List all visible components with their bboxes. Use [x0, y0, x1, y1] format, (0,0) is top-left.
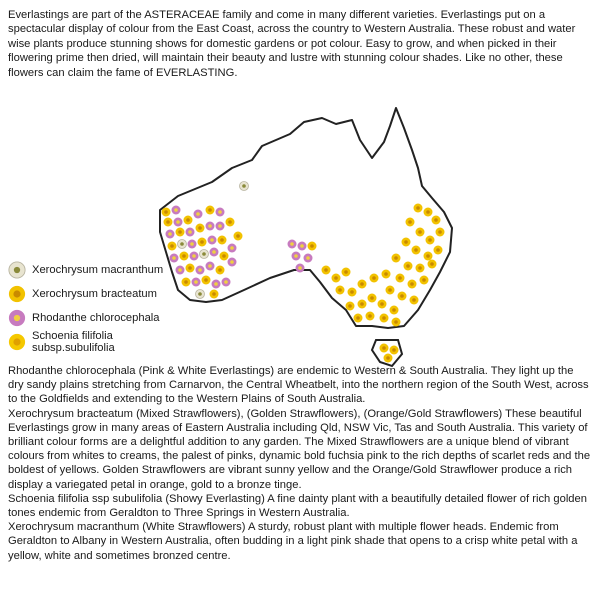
yellow-flower-marker — [336, 286, 345, 295]
yellow-flower-marker — [378, 300, 387, 309]
yellow-flower-marker — [428, 260, 437, 269]
pink-flower-marker — [172, 206, 181, 215]
yellow-flower-marker — [368, 294, 377, 303]
legend-label: Xerochrysum macranthum — [32, 264, 164, 276]
yellow-flower-marker — [348, 288, 357, 297]
pink-flower-marker — [194, 210, 203, 219]
yellow-flower-marker — [390, 346, 399, 355]
pink-flower-marker — [174, 218, 183, 227]
white-flower-icon — [8, 261, 26, 279]
pink-flower-marker — [216, 222, 225, 231]
pink-flower-marker — [298, 242, 307, 251]
species-descriptions — [8, 364, 592, 563]
pink-flower-marker — [304, 254, 313, 263]
yellow-flower-marker — [164, 218, 173, 227]
pink-flower-icon — [8, 309, 26, 327]
legend-item-rhodanthe-chlorocephala — [8, 306, 198, 330]
yellow-flower-marker — [404, 262, 413, 271]
yellow-flower-marker — [202, 276, 211, 285]
yellow-flower-marker — [346, 302, 355, 311]
yellow-flower-marker — [218, 236, 227, 245]
pink-flower-marker — [212, 280, 221, 289]
yellow-flower-marker — [426, 236, 435, 245]
yellow-flower-marker — [162, 208, 171, 217]
description-schoenia: Schoenia filifolia ssp subulifolia (Showy Everlasting) A fine dainty plant with a beautifully detailed flower of rich golden tones endemic from Geraldton to Three Springs in Western Australia. — [8, 492, 587, 520]
yellow-flower-marker — [226, 218, 235, 227]
yellow-flower-marker — [408, 280, 417, 289]
pink-flower-marker — [166, 230, 175, 239]
yellow-flower-marker — [392, 254, 401, 263]
yellow-flower-marker — [414, 204, 423, 213]
legend-label: Xerochrysum bracteatum — [32, 288, 157, 300]
yellow-flower-marker — [436, 228, 445, 237]
pink-flower-marker — [186, 228, 195, 237]
white-flower-marker — [200, 250, 209, 259]
flower-markers — [162, 182, 445, 363]
yellow-flower-marker — [358, 280, 367, 289]
yellow-flower-marker — [380, 314, 389, 323]
yellow-flower-marker — [382, 270, 391, 279]
pink-flower-marker — [210, 248, 219, 257]
yellow-flower-marker — [406, 218, 415, 227]
yellow-flower-marker — [370, 274, 379, 283]
pink-flower-marker — [188, 240, 197, 249]
description-xerochrysum-bracteatum: Xerochrysum bracteatum (Mixed Strawflowers), (Golden Strawflowers), (Orange/Gold Strawflowers) These beautiful Everlastings grow in many areas of Eastern Australia including Qld, NSW Vic, Tas and South Australia. This variety of brilliant colour forms are a delightful addition to any garden. The Mixed Strawflowers are a unique blend of vibrant colours from whites to creams, the palest of pinks, dynamic bold fuchsia pink to the rich depths of scarlet reds and the boldest of yellows. Golden Strawflowers are vibrant sunny yellow and the Orange/Gold Strawflower produce a rich display a variegated petal in orange, gold to a bronze tinge. — [8, 407, 591, 491]
yellow-flower-marker — [198, 238, 207, 247]
yellow-flower-marker — [308, 242, 317, 251]
pink-flower-marker — [288, 240, 297, 249]
yellow-flower-marker — [210, 290, 219, 299]
legend-item-xerochrysum-macranthum — [8, 258, 198, 282]
legend-label: Schoenia filifolia subsp.subulifolia — [32, 330, 115, 354]
yellow-flower-marker — [424, 208, 433, 217]
yellow-flower-marker — [332, 274, 341, 283]
yellow-flower-marker — [196, 224, 205, 233]
yellow-flower-marker — [416, 264, 425, 273]
description-rhodanthe: Rhodanthe chlorocephala (Pink & White Everlastings) are endemic to Western & South Australia. They light up the dry sandy plains stretching from Carnarvon, the Central Wheatbelt, into the northern region of the South West, across to the Goldfields and extending to the Western Plains of South Australia. — [8, 365, 589, 406]
legend-item-schoenia-filifolia — [8, 330, 198, 354]
yellow-flower-marker — [434, 246, 443, 255]
pink-flower-marker — [296, 264, 305, 273]
legend — [8, 258, 198, 354]
pink-flower-marker — [228, 258, 237, 267]
legend-label: Rhodanthe chlorocephala — [32, 312, 160, 324]
yellow-flower-marker — [398, 292, 407, 301]
description-xerochrysum-macranthum: Xerochrysum macranthum (White Strawflowers) A sturdy, robust plant with multiple flower heads. Endemic from Geraldton to Albany in Western Australia, often budding in a light pink shade that opens to a crisp white petal with a yellow, white and sometimes bronzed centre. — [8, 521, 578, 562]
yellow-flower-marker — [424, 252, 433, 261]
pink-flower-marker — [222, 278, 231, 287]
yellow-flower-marker — [412, 246, 421, 255]
yellow-flower-icon — [8, 285, 26, 303]
yellow-flower-marker — [342, 268, 351, 277]
yellow-flower-marker — [416, 228, 425, 237]
yellow-flower-marker — [396, 274, 405, 283]
pink-flower-marker — [228, 244, 237, 253]
yellow-flower-marker — [380, 344, 389, 353]
yellow-flower-marker — [234, 232, 243, 241]
yellow-flower-marker — [384, 354, 393, 363]
white-flower-marker — [240, 182, 249, 191]
yellow-flower-marker — [392, 318, 401, 327]
yellow-flower-marker — [358, 300, 367, 309]
yellow-flower-marker — [206, 206, 215, 215]
yellow-flower-marker — [402, 238, 411, 247]
yellow-flower-marker — [420, 276, 429, 285]
golden-flower-icon — [8, 333, 26, 351]
white-flower-marker — [178, 240, 187, 249]
yellow-flower-marker — [366, 312, 375, 321]
intro-paragraph: Everlastings are part of the ASTERACEAE family and come in many different varieties. Everlastings put on a spectacular display of colour from the East Coast, across the country to Western Australia. These robust and water wise plants produce stunning shows for domestic gardens or pot colour. Easy to grow, and when picked in their flowering prime then dried, will maintain their beauty and lustre with stunning colour shades. Like no other, these flowers can claim the fame of EVERLASTING. — [8, 9, 576, 79]
yellow-flower-marker — [216, 266, 225, 275]
pink-flower-marker — [208, 236, 217, 245]
pink-flower-marker — [216, 208, 225, 217]
pink-flower-marker — [292, 252, 301, 261]
yellow-flower-marker — [184, 216, 193, 225]
yellow-flower-marker — [390, 306, 399, 315]
yellow-flower-marker — [322, 266, 331, 275]
legend-item-xerochrysum-bracteatum — [8, 282, 198, 306]
yellow-flower-marker — [432, 216, 441, 225]
yellow-flower-marker — [176, 228, 185, 237]
pink-flower-marker — [206, 262, 215, 271]
yellow-flower-marker — [386, 286, 395, 295]
yellow-flower-marker — [354, 314, 363, 323]
yellow-flower-marker — [410, 296, 419, 305]
yellow-flower-marker — [220, 252, 229, 261]
yellow-flower-marker — [168, 242, 177, 251]
pink-flower-marker — [206, 222, 215, 231]
